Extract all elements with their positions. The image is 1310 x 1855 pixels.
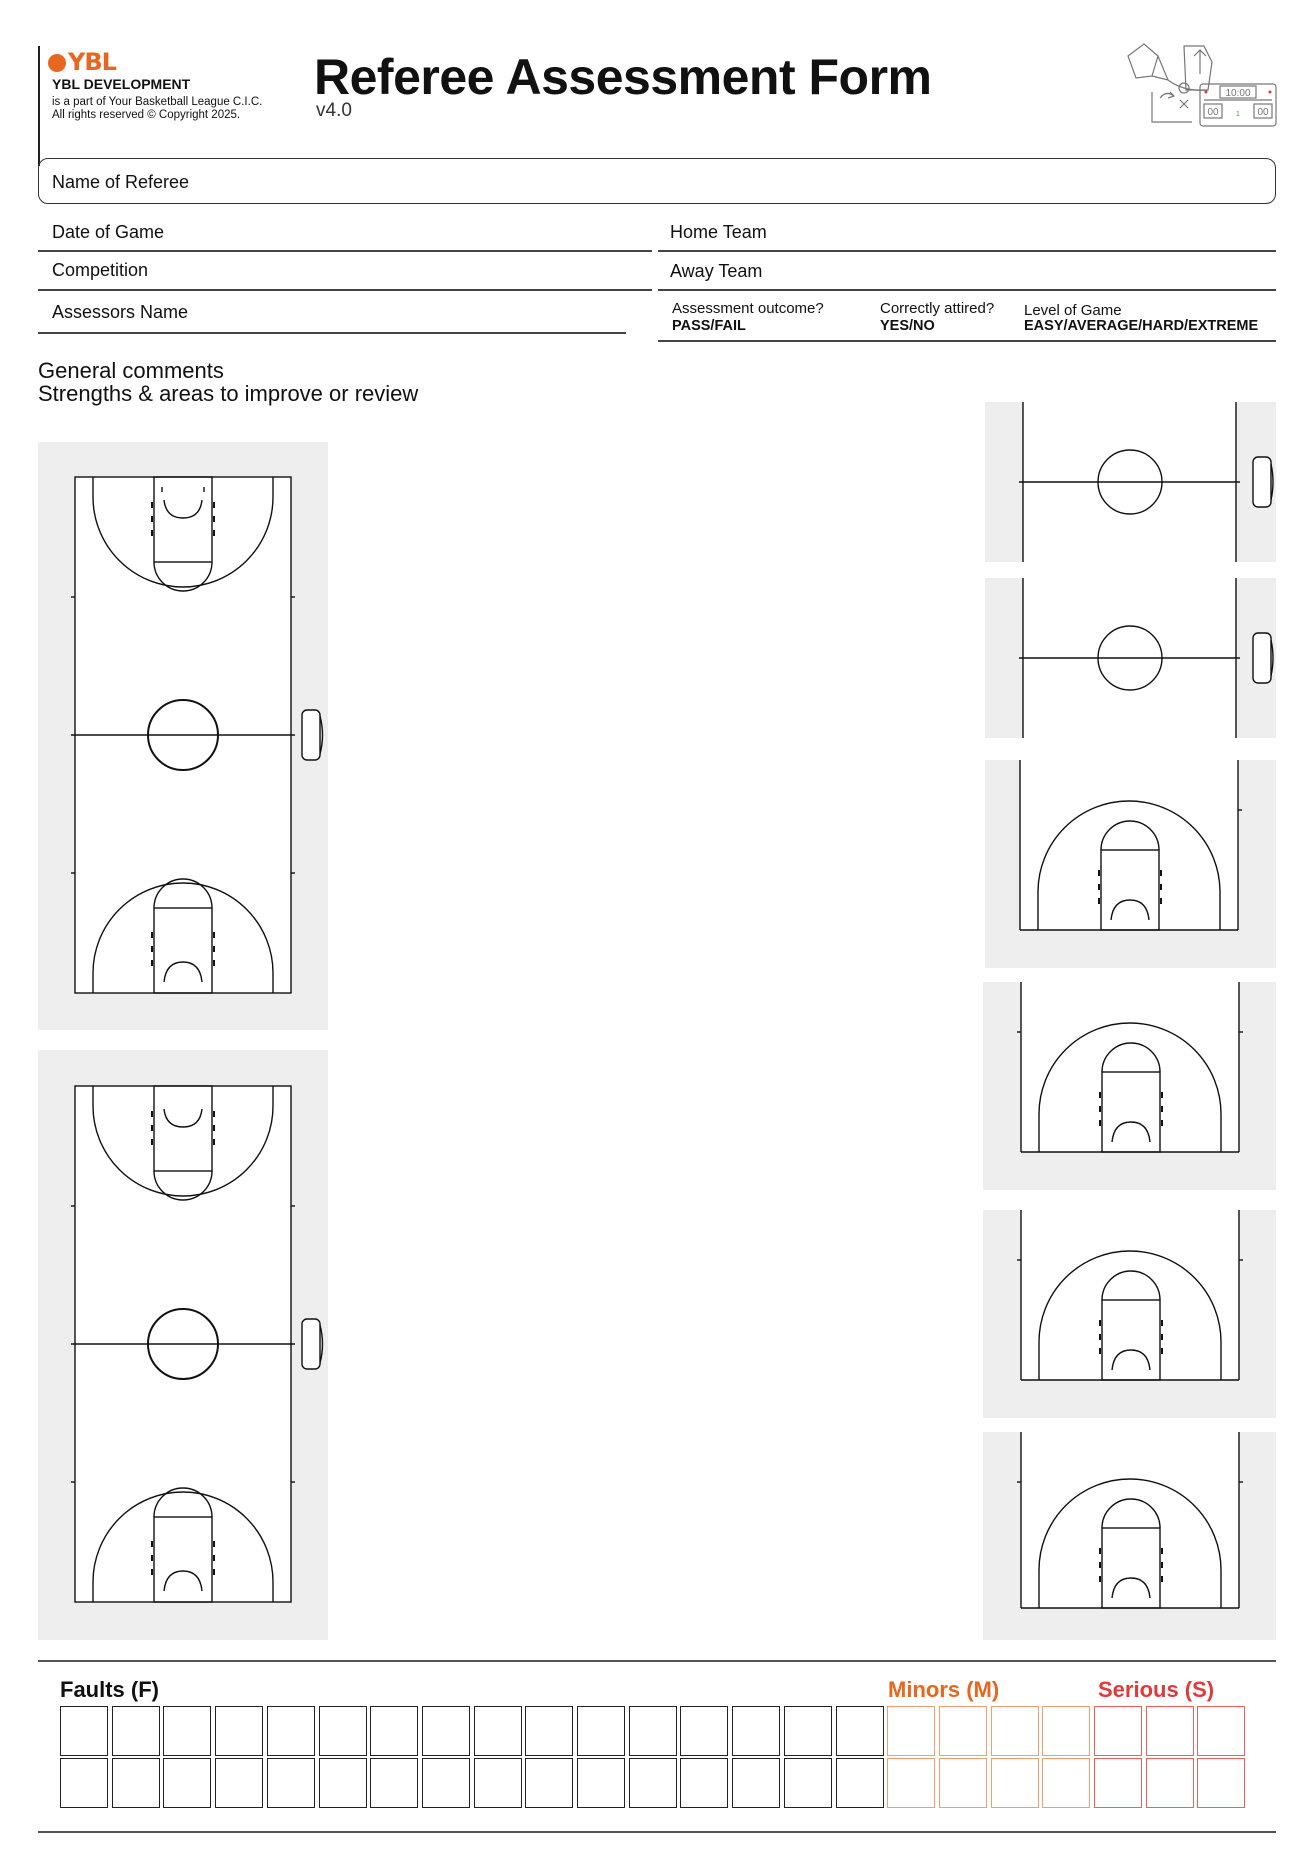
serious-tally-box[interactable]	[1094, 1706, 1142, 1756]
fault-tally-box[interactable]	[370, 1758, 418, 1808]
fault-tally-box[interactable]	[370, 1706, 418, 1756]
full-court-diagram-2[interactable]	[38, 1050, 328, 1640]
fault-tally-box[interactable]	[215, 1706, 263, 1756]
serious-tally-box[interactable]	[1146, 1706, 1194, 1756]
form-version: v4.0	[316, 100, 352, 121]
level-of-game-question: Level of Game	[1024, 302, 1122, 319]
page-title: Referee Assessment Form	[314, 49, 932, 105]
serious-tally-box[interactable]	[1197, 1706, 1245, 1756]
basketball-icon	[48, 54, 66, 72]
half-court-svg-4	[983, 1432, 1276, 1640]
fault-tally-box[interactable]	[163, 1706, 211, 1756]
center-court-svg-1	[985, 402, 1276, 562]
assessors-name-label: Assessors Name	[52, 302, 189, 322]
fault-tally-box[interactable]	[422, 1706, 470, 1756]
level-of-game-options[interactable]: EASY/AVERAGE/HARD/EXTREME	[1024, 318, 1259, 334]
fault-tally-box[interactable]	[836, 1758, 884, 1808]
fault-tally-box[interactable]	[267, 1706, 315, 1756]
fault-tally-box[interactable]	[629, 1706, 677, 1756]
fault-tally-box[interactable]	[163, 1758, 211, 1808]
assessors-name-field[interactable]	[38, 332, 626, 334]
tally-top-divider	[38, 1660, 1276, 1662]
fault-tally-box[interactable]	[319, 1758, 367, 1808]
fault-tally-box[interactable]	[836, 1706, 884, 1756]
fault-tally-box[interactable]	[784, 1758, 832, 1808]
half-court-diagram-1[interactable]	[985, 760, 1276, 968]
fault-tally-box[interactable]	[112, 1758, 160, 1808]
org-name: YBL DEVELOPMENT	[52, 76, 191, 92]
correctly-attired-options[interactable]: YES/NO	[880, 318, 935, 334]
away-team-field[interactable]	[658, 289, 1276, 291]
fault-tally-box[interactable]	[60, 1706, 108, 1756]
fault-tally-box[interactable]	[525, 1758, 573, 1808]
minor-tally-box[interactable]	[887, 1706, 935, 1756]
fault-tally-box[interactable]	[732, 1706, 780, 1756]
fault-tally-box[interactable]	[474, 1706, 522, 1756]
svg-text:10:00: 10:00	[1225, 88, 1251, 99]
fault-tally-box[interactable]	[784, 1706, 832, 1756]
minor-tally-box[interactable]	[1042, 1758, 1090, 1808]
full-court-diagram-1[interactable]	[38, 442, 328, 1030]
serious-tally-box[interactable]	[1197, 1758, 1245, 1808]
half-court-svg-1	[985, 760, 1276, 968]
referee-scoreboard-icon	[1124, 40, 1280, 132]
fault-tally-box[interactable]	[525, 1706, 573, 1756]
competition-field[interactable]	[38, 289, 652, 291]
svg-text:00: 00	[1257, 107, 1269, 118]
logo-divider	[38, 46, 40, 166]
org-copyright: All rights reserved © Copyright 2025.	[52, 109, 241, 121]
fault-tally-box[interactable]	[319, 1706, 367, 1756]
half-court-diagram-3[interactable]	[983, 1210, 1276, 1418]
fault-tally-box[interactable]	[474, 1758, 522, 1808]
fault-tally-box[interactable]	[422, 1758, 470, 1808]
general-comments-subheading: Strengths & areas to improve or review	[38, 381, 419, 406]
tally-bottom-divider	[38, 1831, 1276, 1833]
minor-tally-box[interactable]	[991, 1706, 1039, 1756]
serious-tally-box[interactable]	[1094, 1758, 1142, 1808]
minor-tally-box[interactable]	[991, 1758, 1039, 1808]
fault-tally-box[interactable]	[112, 1706, 160, 1756]
competition-label: Competition	[52, 260, 149, 280]
general-comments-heading: General comments	[38, 358, 224, 383]
ybl-logo: YBL	[48, 48, 116, 76]
name-of-referee-label: Name of Referee	[52, 172, 190, 192]
fault-tally-box[interactable]	[577, 1706, 625, 1756]
home-team-label: Home Team	[670, 222, 767, 242]
date-of-game-field[interactable]	[38, 250, 652, 252]
assessment-outcome-options[interactable]: PASS/FAIL	[672, 318, 746, 334]
fault-tally-box[interactable]	[60, 1758, 108, 1808]
full-court-svg-1	[38, 442, 328, 1030]
minor-tally-box[interactable]	[939, 1706, 987, 1756]
org-affiliation: is a part of Your Basketball League C.I.C.	[52, 96, 263, 108]
half-court-diagram-4[interactable]	[983, 1432, 1276, 1640]
away-team-label: Away Team	[670, 261, 763, 281]
date-of-game-label: Date of Game	[52, 222, 165, 242]
minor-tally-box[interactable]	[1042, 1706, 1090, 1756]
faults-label: Faults (F)	[60, 1677, 159, 1702]
serious-tally-box[interactable]	[1146, 1758, 1194, 1808]
serious-label: Serious (S)	[1098, 1677, 1215, 1702]
half-court-svg-2	[983, 982, 1276, 1190]
name-of-referee-field[interactable]	[38, 158, 1276, 204]
half-court-svg-3	[983, 1210, 1276, 1418]
fault-tally-box[interactable]	[267, 1758, 315, 1808]
fault-tally-box[interactable]	[577, 1758, 625, 1808]
fault-tally-box[interactable]	[629, 1758, 677, 1808]
minor-tally-box[interactable]	[887, 1758, 935, 1808]
assessment-outcome-question: Assessment outcome?	[672, 300, 824, 317]
svg-text:1: 1	[1236, 111, 1240, 118]
correctly-attired-question: Correctly attired?	[880, 300, 995, 317]
center-court-svg-2	[985, 578, 1276, 738]
center-court-diagram-2[interactable]	[985, 578, 1276, 738]
center-court-diagram-1[interactable]	[985, 402, 1276, 562]
fault-tally-box[interactable]	[215, 1758, 263, 1808]
full-court-svg-2	[38, 1050, 328, 1640]
half-court-diagram-2[interactable]	[983, 982, 1276, 1190]
minors-label: Minors (M)	[888, 1677, 1000, 1702]
fault-tally-box[interactable]	[732, 1758, 780, 1808]
options-underline	[658, 340, 1276, 342]
fault-tally-box[interactable]	[680, 1706, 728, 1756]
home-team-field[interactable]	[658, 250, 1276, 252]
fault-tally-box[interactable]	[680, 1758, 728, 1808]
minor-tally-box[interactable]	[939, 1758, 987, 1808]
svg-text:00: 00	[1207, 107, 1219, 118]
